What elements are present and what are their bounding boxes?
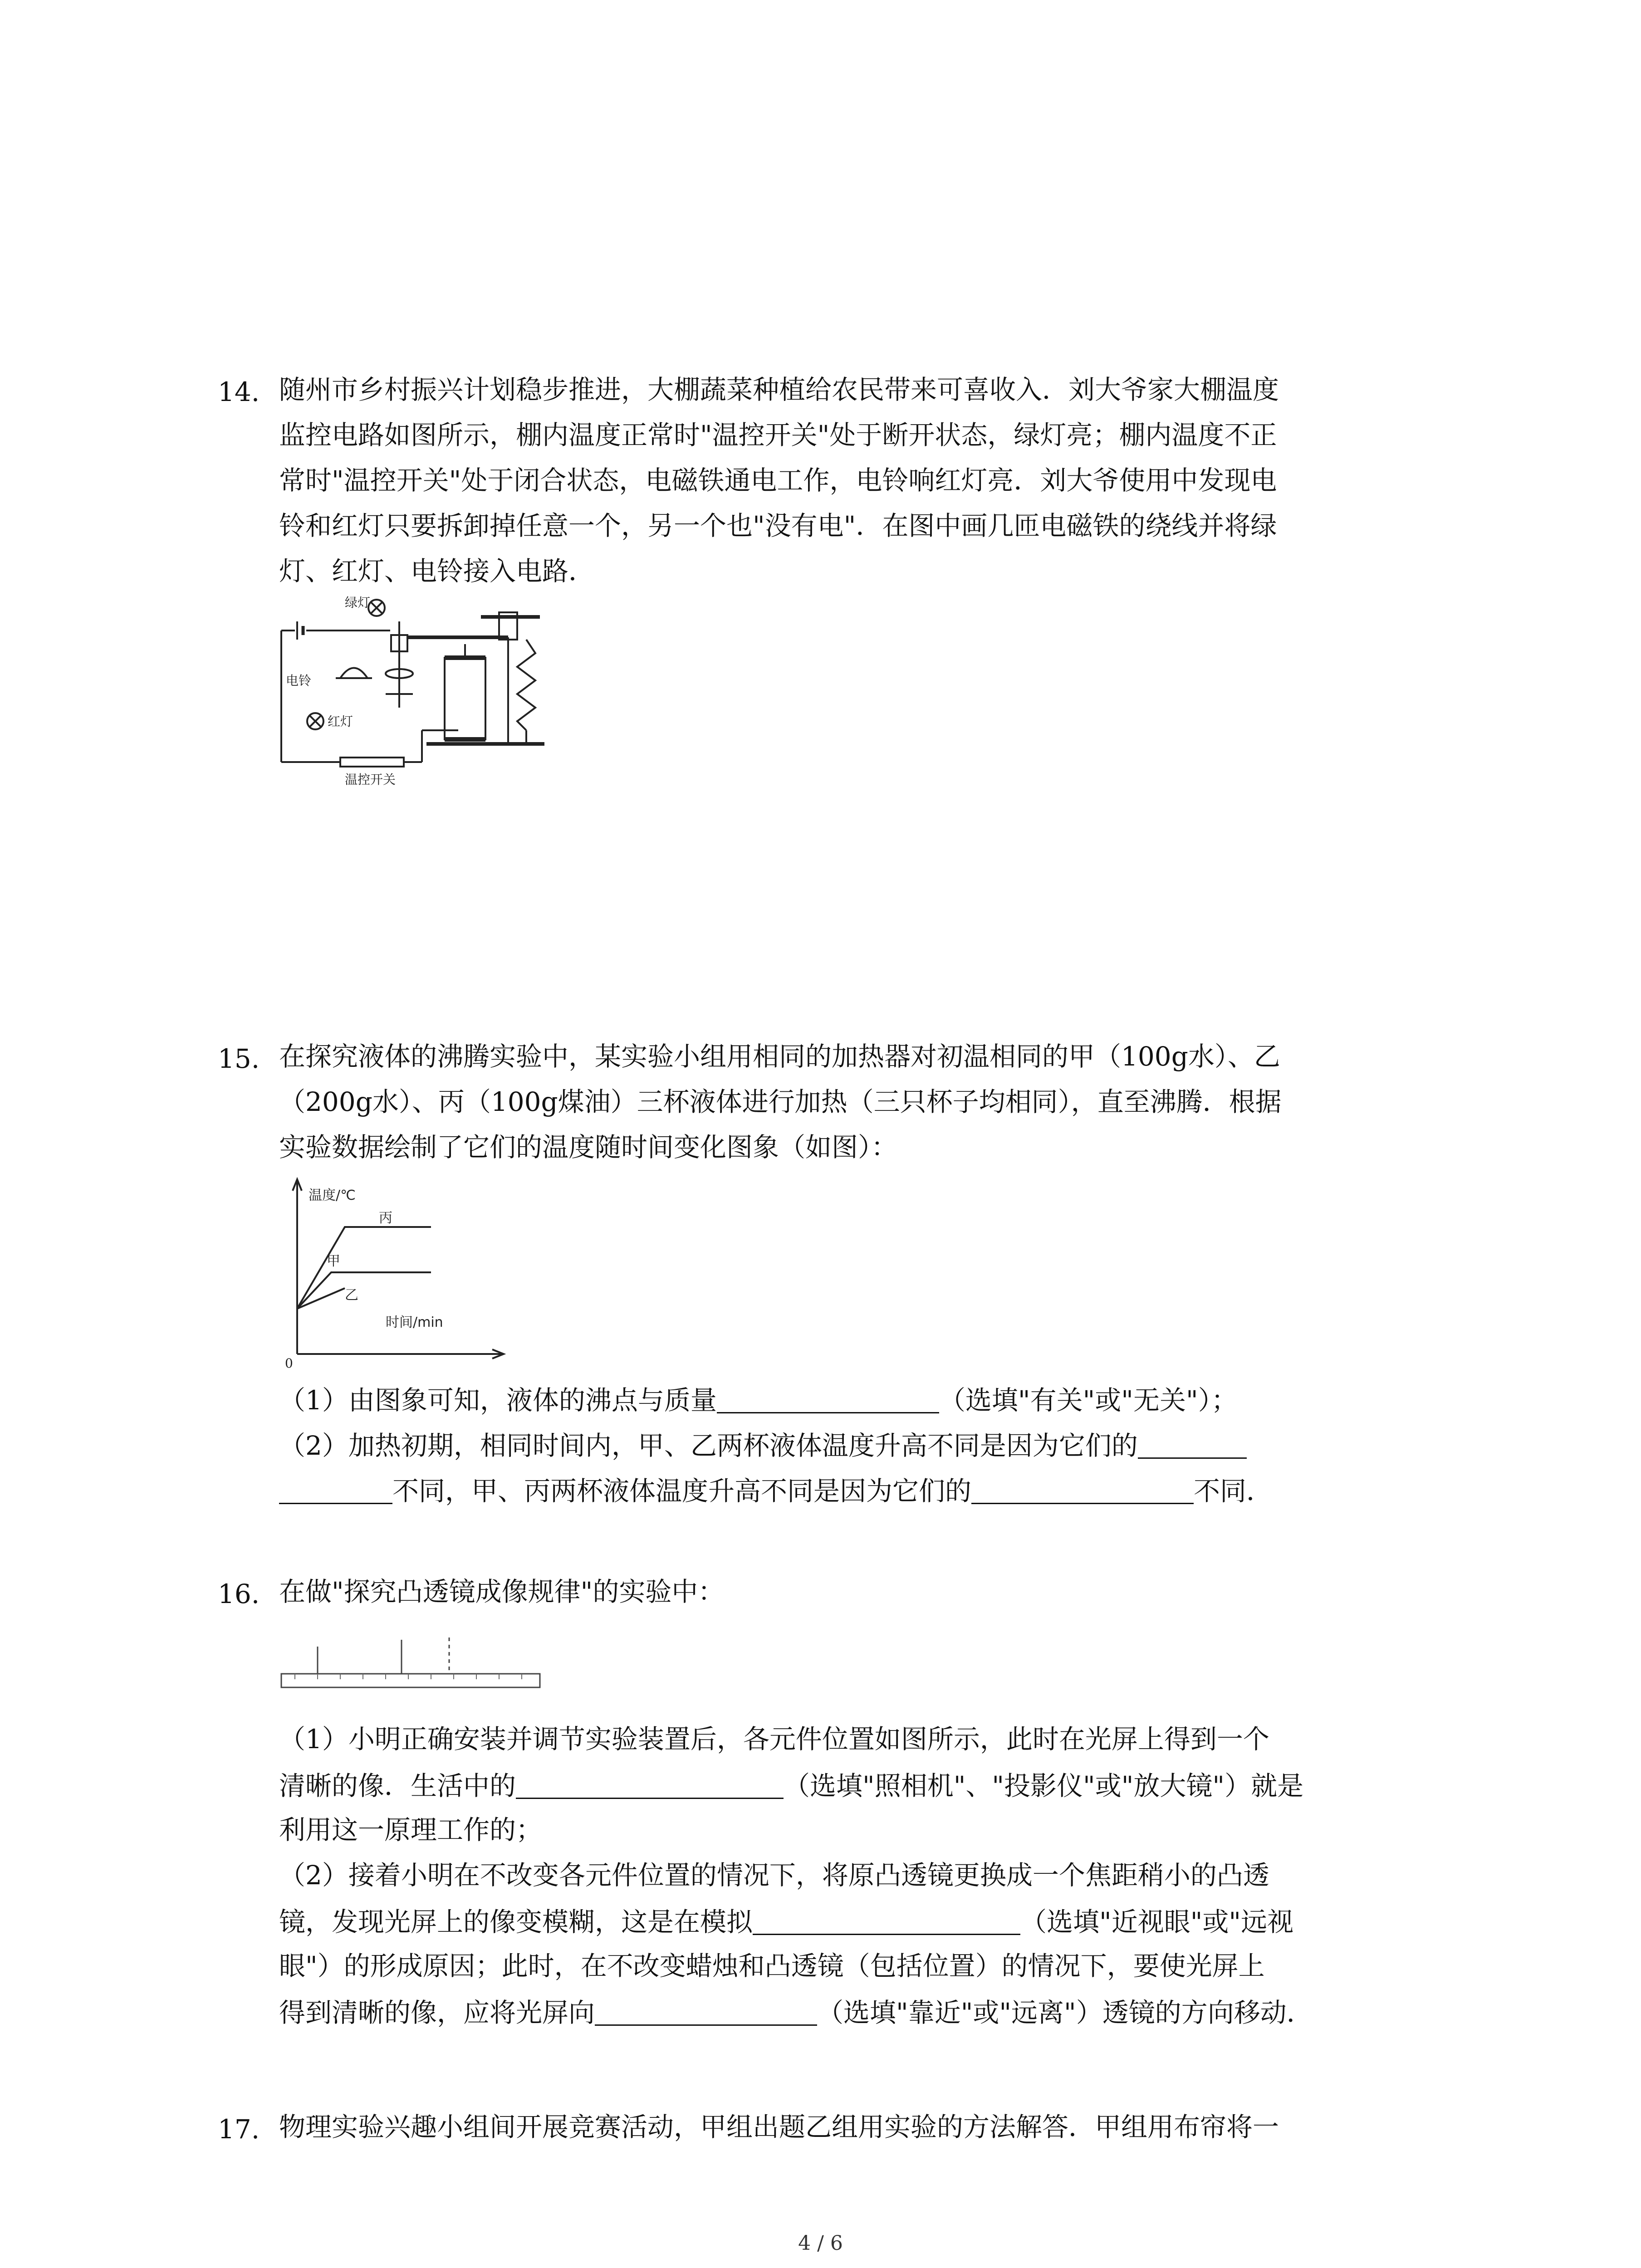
answer-blank[interactable] — [717, 1386, 939, 1413]
question-text-line: 利用这一原理工作的； — [279, 1814, 543, 1845]
question-text-line: 常时"温控开关"处于闭合状态，电磁铁通电工作，电铃响红灯亮．刘大爷使用中发现电 — [279, 465, 1277, 496]
switch-label: 温控开关 — [345, 772, 396, 787]
text: 不同，甲、丙两杯液体温度升高不同是因为它们的 — [392, 1476, 972, 1506]
series-label-yi: 乙 — [345, 1287, 358, 1303]
origin-label: 0 — [285, 1356, 293, 1371]
question-text-line: （1）小明正确安装并调节实验装置后，各元件位置如图所示，此时在光屏上得到一个 — [279, 1724, 1269, 1755]
bell-label: 电铃 — [286, 673, 312, 688]
question-text-line: 监控电路如图所示，棚内温度正常时"温控开关"处于断开状态，绿灯亮；棚内温度不正 — [279, 420, 1277, 450]
question-number: 14. — [218, 376, 260, 407]
answer-blank[interactable] — [971, 1476, 1194, 1504]
green-lamp-label: 绿灯 — [345, 595, 371, 610]
question-text-line: （200g水）、丙（100g煤油）三杯液体进行加热（三只杯子均相同），直至沸腾．根据 — [279, 1086, 1282, 1117]
optical-bench-figure — [277, 1628, 544, 1701]
text: （1）由图象可知，液体的沸点与质量 — [279, 1385, 717, 1416]
temperature-time-graph — [277, 1173, 513, 1372]
sub-question-1 — [279, 1385, 1238, 1416]
question-text-line: 随州市乡村振兴计划稳步推进，大棚蔬菜种植给农民带来可喜收入．刘大爷家大棚温度 — [279, 374, 1279, 405]
question-text-line: 铃和红灯只要拆卸掉任意一个，另一个也"没有电"．在图中画几匝电磁铁的绕线并将绿 — [279, 510, 1277, 541]
sub-question-2 — [279, 1431, 1247, 1459]
series-label-jia: 甲 — [327, 1253, 340, 1269]
question-text-line: 在做"探究凸透镜成像规律"的实验中： — [279, 1576, 725, 1607]
question-number: 17. — [218, 2114, 260, 2145]
answer-blank[interactable] — [516, 1771, 784, 1799]
question-text-line: 灯、红灯、电铃接入电路． — [279, 556, 595, 587]
text: 得到清晰的像，应将光屏向 — [279, 1997, 595, 2028]
series-label-bing: 丙 — [379, 1210, 392, 1226]
answer-blank[interactable] — [595, 1998, 817, 2026]
question-text-line: 眼"）的形成原因；此时，在不改变蜡烛和凸透镜（包括位置）的情况下，要使光屏上 — [279, 1950, 1265, 1981]
question-text-line — [279, 1907, 1293, 1935]
x-axis-label: 时间/min — [386, 1315, 443, 1330]
text: 清晰的像．生活中的 — [279, 1770, 516, 1801]
text: （选填"有关"或"无关"）； — [939, 1385, 1238, 1416]
question-text-line — [279, 1998, 1313, 2026]
question-text-line: 实验数据绘制了它们的温度随时间变化图象（如图）： — [279, 1132, 898, 1163]
text: （选填"照相机"、"投影仪"或"放大镜"）就是 — [784, 1770, 1304, 1801]
question-number: 15. — [218, 1043, 260, 1074]
text: 镜，发现光屏上的像变模糊，这是在模拟 — [279, 1906, 753, 1937]
circuit-diagram — [272, 594, 617, 794]
question-text-line — [279, 1771, 1303, 1799]
sub-question-2-cont — [279, 1476, 1273, 1504]
answer-blank[interactable] — [1138, 1431, 1247, 1459]
answer-blank[interactable] — [753, 1907, 1020, 1935]
text: （2）加热初期，相同时间内，甲、乙两杯液体温度升高不同是因为它们的 — [279, 1430, 1138, 1461]
question-number: 16. — [218, 1579, 260, 1609]
question-text-line: 物理实验兴趣小组间开展竞赛活动，甲组出题乙组用实验的方法解答．甲组用布帘将一 — [279, 2112, 1279, 2142]
answer-blank[interactable] — [279, 1476, 392, 1504]
text: （选填"近视眼"或"远视 — [1020, 1906, 1294, 1937]
text: 不同． — [1194, 1476, 1273, 1506]
page-number: 4 / 6 — [798, 2232, 843, 2255]
question-text-line: 在探究液体的沸腾实验中，某实验小组用相同的加热器对初温相同的甲（100g水）、乙 — [279, 1041, 1280, 1072]
text: （选填"靠近"或"远离"）透镜的方向移动． — [817, 1997, 1313, 2028]
y-axis-label: 温度/℃ — [309, 1188, 356, 1203]
question-text-line: （2）接着小明在不改变各元件位置的情况下，将原凸透镜更换成一个焦距稍小的凸透 — [279, 1860, 1269, 1891]
red-lamp-label: 红灯 — [328, 714, 353, 729]
